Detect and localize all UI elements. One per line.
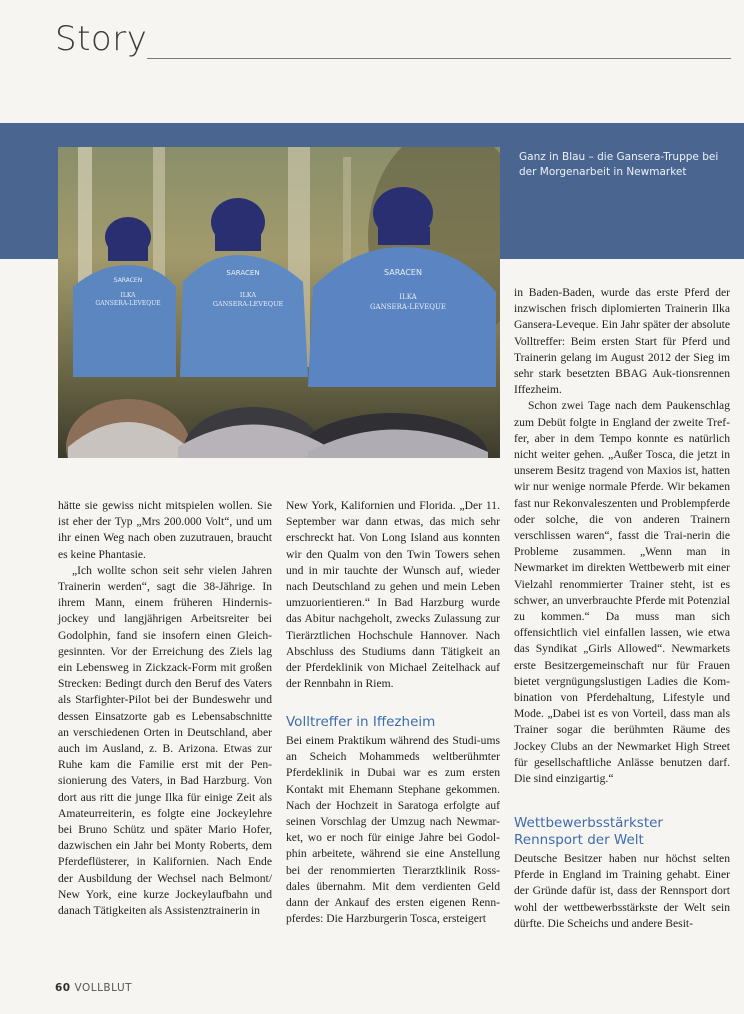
svg-text:ILKA: ILKA: [120, 292, 136, 299]
article-column-2-bottom: [286, 733, 500, 927]
page-footer: [55, 982, 132, 994]
photo: [58, 147, 500, 458]
paragraph: hätte sie gewiss nicht mitspielen wollen. Sie ist eher der Typ „Mrs 200.000 Volt“, und um ihr einen Weg nach oben zuzutrauen, braucht es keine Phantasie.: [58, 499, 272, 561]
svg-text:GANSERA-LEVEQUE: GANSERA-LEVEQUE: [95, 300, 161, 307]
photo-caption: Ganz in Blau – die Gansera-Truppe bei der Morgenarbeit in Newmarket: [519, 151, 719, 178]
svg-text:ILKA: ILKA: [399, 293, 417, 301]
article-column-3-bottom: [514, 851, 730, 932]
subheading-volltreffer: Volltreffer in Iffezheim: [286, 714, 436, 730]
svg-text:GANSERA-LEVEQUE: GANSERA-LEVEQUE: [369, 303, 447, 311]
page-number: 60: [55, 982, 71, 994]
paragraph: Deutsche Besitzer haben nur höchst selten Pferde in England im Training gehabt. Einer der Gründe dafür ist, dass der Rennsport dort wohl der wettbewerbsstärkste der Welt sein dürfte. Die Scheichs und andere Besit-: [514, 852, 730, 930]
subheading-wettbewerb: Wettbewerbsstärkster Rennsport der Welt: [514, 815, 663, 848]
article-column-1: [58, 498, 272, 919]
svg-text:SARACEN: SARACEN: [384, 268, 422, 277]
paragraph: „Ich wollte schon seit sehr vielen Jahren Trainerin werden“, sagt die 38-Jährige. In ihrem Mann, einem früheren Hindernis-jockey und langjährigen Arbeitsreiter bei Godolphin, fand sie insofern einen Gleich-gesinnten. Vor der Erreichung des Ziels lag ein Lebensweg in Zickzack-Form mit großen Strecken: Bedingt durch den Beruf des Vaters als Starfighter-Pilot bei der Bundeswehr und dessen Einsatzorte gab es Lebensabschnitte an verschiedenen Orten in Deutschland, aber auch im Ausland, z. B. Arizona. Etwas zur Ruhe kam die Familie erst mit der Pen-sionierung des Vaters, in Bad Harzburg. Von dort aus ritt die junge Ilka für einige Zeit als Amateurreiterin, es folgte eine Jockeylehre bei Bruno Schütz und später Mario Hofer, dazwischen ein Jahr bei Monty Roberts, dem Pferdeflüsterer, in Kalifornien. Nach Ende der Ausbildung der Wechsel nach Belmont/ New York, eine kurze Jockeylaufbahn und danach Tätigkeiten als Assistenztrainerin in: [58, 563, 272, 918]
svg-text:SARACEN: SARACEN: [226, 269, 260, 277]
svg-text:GANSERA-LEVEQUE: GANSERA-LEVEQUE: [212, 300, 284, 308]
article-column-2-top: [286, 498, 500, 692]
section-title: Story: [55, 19, 148, 59]
paragraph: Bei einem Praktikum während des Studi-ums an Scheich Mohammeds weltberühmter Pferdeklinik in Dubai war es zum ersten Kontakt mit Ehemann Stephane gekommen. Nach der Hochzeit in Saratoga erfolgte auf seinen Vorschlag der Umzug nach Newmar-ket, wo er noch für einige Jahre bei Godol-phin arbeitete, während sie eine Anstellung bei der renommierten Tierarztklinik Ross-dales übernahm. Mit dem verdienten Geld dann der Ankauf des ersten eigenen Renn-pferdes: Die Harzburgerin Tosca, ersteigert: [286, 734, 500, 926]
paragraph: New York, Kalifornien und Florida. „Der 11. September war dann etwas, das mich sehr erschreckt hat. Von Long Island aus konnten wir den Qualm von den Twin Towers sehen und in mir tauchte der Wunsch auf, wieder nach Deutschland zu gehen und mein Leben umzuorientieren.“ In Bad Harzburg wurde das Abitur nachgeholt, zwecks Zulassung zur Tierärztlichen Hochschule Hannover. Nach Abschluss des Studiums dann Tätigkeit an der Pferdeklinik von Michael Zeitelhack auf der Rennbahn in Riem.: [286, 499, 500, 691]
paragraph: in Baden-Baden, wurde das erste Pferd der inzwischen frisch diplomierten Trainerin Ilka Gansera-Leveque. Ein Jahr später der absolute Volltreffer: Beim ersten Start für Pferd und Trainerin gelang im August 2012 der Sieg im sehr stark besetzten BBAG Auk-tionsrennen Iffezheim.: [514, 286, 730, 397]
svg-text:ILKA: ILKA: [239, 291, 257, 299]
magazine-name: VOLLBLUT: [74, 982, 133, 994]
svg-text:SARACEN: SARACEN: [113, 277, 143, 284]
riders-illustration: [58, 147, 500, 458]
article-column-3-top: [514, 285, 730, 787]
paragraph: Schon zwei Tage nach dem Paukenschlag zum Debüt folgte in England der zweite Tref-fer, aber in dem Tempo konnte es natürlich nicht weiter gehen. „Außer Tosca, die jetzt in unserem Besitz tragend von Maxios ist, hatten wir nur wenige normale Pferde. Wir bekamen fast nur Rekonvaleszenten und Problempferde oder solche, die von anderen Trainern verschlissen waren“, fasst die Trai-nerin die Probleme zusammen. „Wenn man in Newmarket im direkten Wettbewerb mit einer Vielzahl renommierter Trainer steht, ist es schwer, an unverbrauchte Pferde mit Potenzial zu kommen.“ Da muss man sich offensichtlich viel einfallen lassen, wie etwa das Syndikat „Girls Allowed“. Newmarkets erste Besitzergemeinschaft nur für Frauen bietet vergnügungslustigen Ladies die Kom-bination von Pferdehaltung, Lifestyle und Mode. „Dabei ist es von Vorteil, dass man als Trainer sogar die berühmten Räume des Jockey Clubs an der Newmarket High Street für gesellschaftliche Anlässe benutzen darf. Die sind einzigartig.“: [514, 399, 730, 786]
header-rule: [147, 58, 731, 59]
